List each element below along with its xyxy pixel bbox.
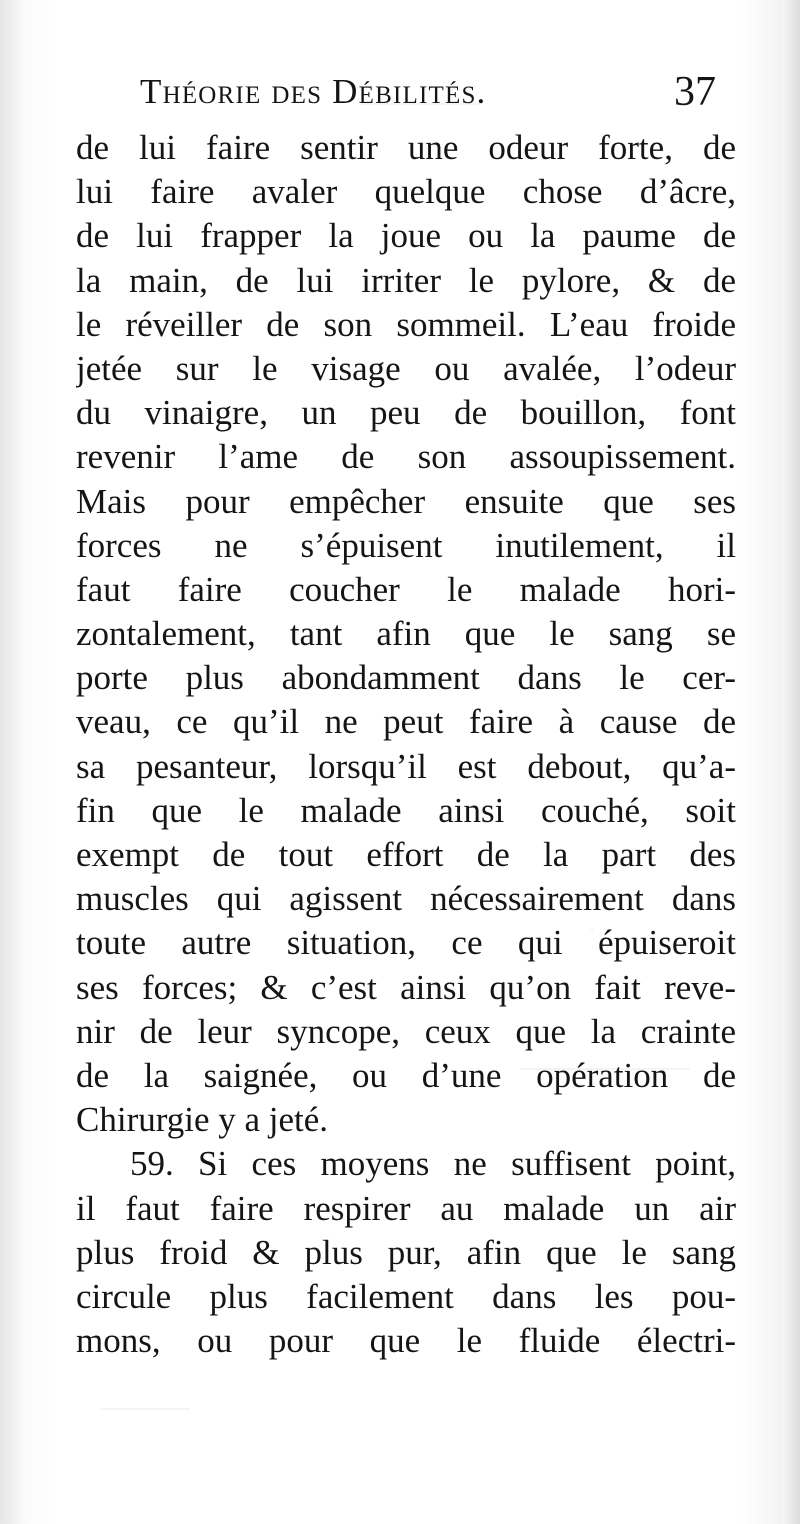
text-line: de la saignée, ou d’une opération de xyxy=(76,1055,736,1095)
text-line: Mais pour empêcher ensuite que ses xyxy=(76,481,736,521)
text-line: lui faire avaler quelque chose d’âcre, xyxy=(76,172,736,212)
running-header xyxy=(140,68,716,120)
page-left-shadow xyxy=(0,0,22,1524)
body-text xyxy=(76,126,736,1363)
page-right-shadow xyxy=(782,0,800,1524)
text-line: forces ne s’épuisent inutilement, il xyxy=(76,525,736,565)
text-line: fin que le malade ainsi couché, soit xyxy=(76,790,736,830)
text-line: zontalement, tant afin que le sang se xyxy=(76,614,736,654)
page-number: 37 xyxy=(674,69,716,115)
text-line: plus froid & plus pur, afin que le sang xyxy=(76,1232,736,1272)
running-title: Théorie des Débilités. xyxy=(140,72,487,111)
text-line: exempt de tout effort de la part des xyxy=(76,835,736,874)
text-line: nir de leur syncope, ceux que la crainte xyxy=(76,1011,736,1051)
text-line: 59. Si ces moyens ne suffisent point, xyxy=(130,1144,736,1184)
text-line: porte plus abondamment dans le cer- xyxy=(76,658,736,698)
text-line: ses forces; & c’est ainsi qu’on fait reve- xyxy=(76,967,736,1007)
text-line: Chirurgie y a jeté. xyxy=(76,1100,329,1140)
text-line: du vinaigre, un peu de bouillon, font xyxy=(76,393,736,433)
text-line: jetée sur le visage ou avalée, l’odeur xyxy=(76,348,736,388)
show-through-mark xyxy=(100,1408,190,1410)
text-line: circule plus facilement dans les pou- xyxy=(76,1276,736,1316)
text-line: de lui frapper la joue ou la paume de xyxy=(76,216,736,256)
text-line: mons, ou pour que le fluide électri- xyxy=(76,1321,736,1361)
text-line: le réveiller de son sommeil. L’eau froide xyxy=(76,304,736,344)
text-line: faut faire coucher le malade hori- xyxy=(76,569,736,609)
text-line: la main, de lui irriter le pylore, & de xyxy=(76,260,736,300)
text-line: de lui faire sentir une odeur forte, de xyxy=(76,128,736,167)
text-line: veau, ce qu’il ne peut faire à cause de xyxy=(76,702,736,742)
text-line: toute autre situation, ce qui épuiseroit xyxy=(76,923,736,963)
text-line: revenir l’ame de son assoupissement. xyxy=(76,437,736,477)
text-line: sa pesanteur, lorsqu’il est debout, qu’a- xyxy=(76,746,736,786)
text-line: muscles qui agissent nécessairement dans xyxy=(76,879,736,919)
text-line: il faut faire respirer au malade un air xyxy=(76,1188,736,1228)
